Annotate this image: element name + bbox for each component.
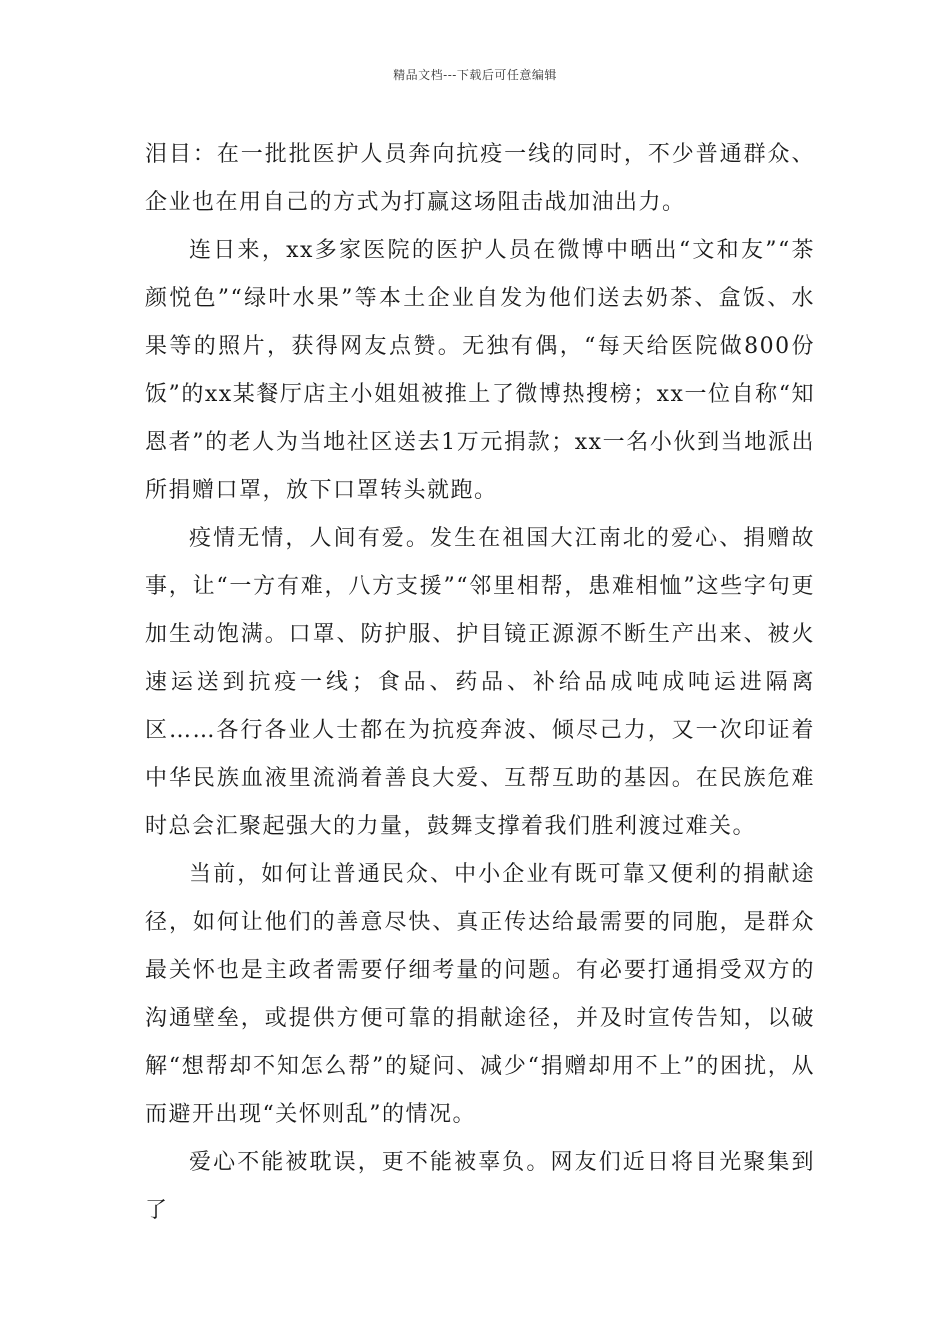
page-header: 精品文档---下载后可任意编辑 [393,68,557,82]
paragraph-3: 疫情无情，人间有爱。发生在祖国大江南北的爱心、捐赠故事，让“一方有难，八方支援”“邻里相帮，患难相恤”这些字句更加生动饱满。口罩、防护服、护目镜正源源不断生产出来、被火速运送到抗疫一线；食品、药品、补给品成吨成吨运进隔离区……各行各业人士都在为抗疫奔波、倾尽己力，又一次印证着中华民族血液里流淌着善良大爱、互帮互助的基因。在民族危难时总会汇聚起强大的力量，鼓舞支撑着我们胜利渡过难关。 [145,526,815,839]
paragraph-2: 连日来，xx多家医院的医护人员在微博中晒出“文和友”“茶颜悦色”“绿叶水果”等本土企业自发为他们送去奶茶、盒饭、水果等的照片，获得网友点赞。无独有偶，“每天给医院做800份饭”的xx某餐厅店主小姐姐被推上了微博热搜榜；xx一位自称“知恩者”的老人为当地社区送去1万元捐款；xx一名小伙到当地派出所捐赠口罩，放下口罩转头就跑。 [145,238,815,503]
paragraph-1: 泪目：在一批批医护人员奔向抗疫一线的同时，不少普通群众、企业也在用自己的方式为打赢这场阻击战加油出力。 [145,142,815,215]
paragraph-5: 爱心不能被耽误，更不能被辜负。网友们近日将目光聚集到了 [145,1150,815,1223]
paragraph-4: 当前，如何让普通民众、中小企业有既可靠又便利的捐献途径，如何让他们的善意尽快、真正传达给最需要的同胞，是群众最关怀也是主政者需要仔细考量的问题。有必要打通捐受双方的沟通壁垒，或提供方便可靠的捐献途径，并及时宣传告知，以破解“想帮却不知怎么帮”的疑问、减少“捐赠却用不上”的困扰，从而避开出现“关怀则乱”的情况。 [145,862,815,1127]
document-body [145,131,815,1235]
